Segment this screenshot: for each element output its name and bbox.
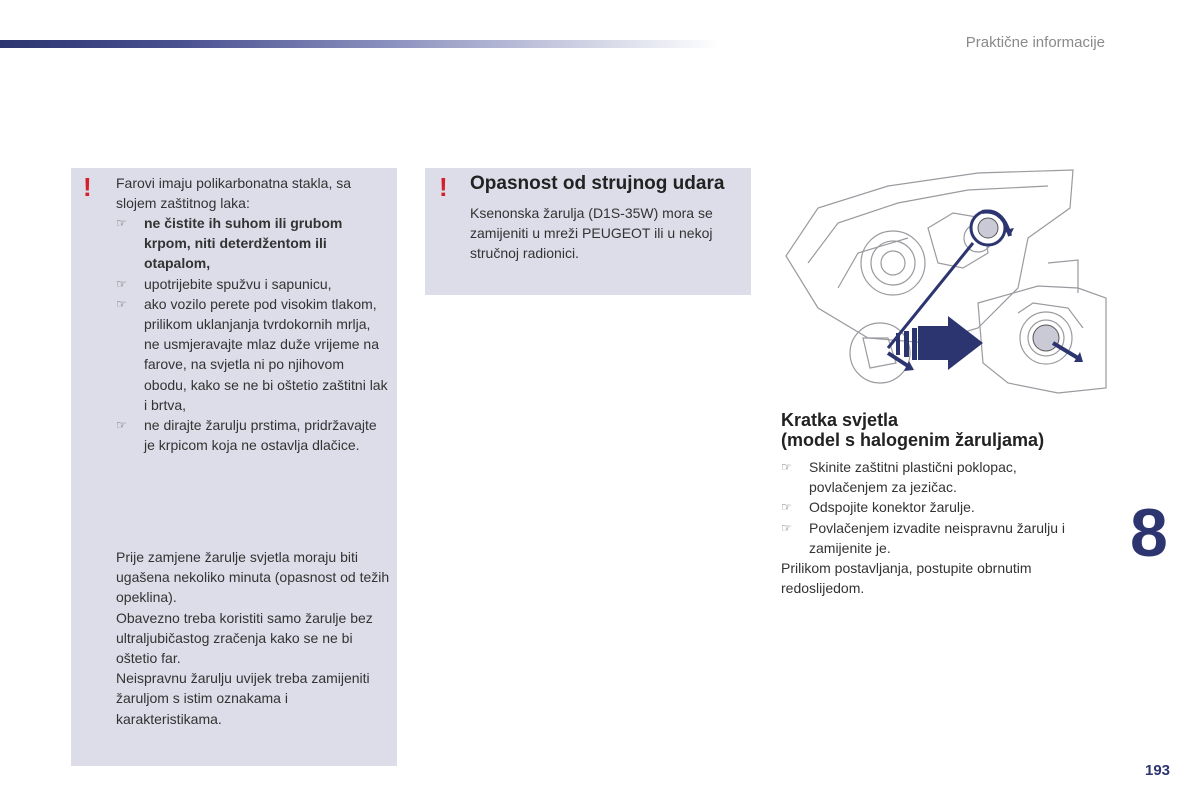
page-number: 193 xyxy=(1145,762,1171,779)
care-info-box xyxy=(71,168,397,766)
bullet-text: ne čistite ih suhom ili grubom krpom, niti deterdžentom ili otapalom, xyxy=(144,215,343,272)
low-beam-steps xyxy=(781,457,1099,558)
section-title: Praktične informacije xyxy=(965,34,1105,51)
list-item xyxy=(781,457,1099,497)
bullet-text: upotrijebite spužvu i sapunicu, xyxy=(144,275,332,292)
list-item xyxy=(781,518,1099,558)
list-item xyxy=(781,497,1099,517)
pointing-hand-icon: ☞ xyxy=(116,216,127,230)
heading-line: (model s halogenim žaruljama) xyxy=(781,430,1045,450)
bulb-replacement-notes xyxy=(116,547,391,729)
headlamp-bulb-illustration xyxy=(778,168,1108,400)
pointing-hand-icon: ☞ xyxy=(781,460,792,474)
bullet-text: ako vozilo perete pod visokim tlakom, prilikom uklanjanja tvrdokornih mrlja, ne usmjeravajte mlaz duže vrijeme na farove, na svjetla ni po njihovom obodu, kako se ne bi oštetio zaštitni lak i brtva, xyxy=(144,295,388,413)
reassembly-note: Prilikom postavljanja, postupite obrnutim redoslijedom. xyxy=(781,560,1032,597)
pointing-hand-icon: ☞ xyxy=(116,296,127,311)
step-text: Povlačenjem izvadite neispravnu žarulju i zamijenite je. xyxy=(809,519,1066,556)
header-gradient-bar xyxy=(0,40,720,48)
chapter-number: 8 xyxy=(1130,495,1168,571)
warning-title: Opasnost od strujnog udara xyxy=(470,173,725,194)
warning-exclamation-icon: ! xyxy=(439,172,448,202)
step-text: Odspojite konektor žarulje. xyxy=(809,499,975,516)
pointing-hand-icon: ☞ xyxy=(781,500,792,515)
warning-exclamation-icon: ! xyxy=(83,172,92,202)
paragraph: Neispravnu žarulju uvijek treba zamijeniti žaruljom s istim oznakama i karakteristikama. xyxy=(116,670,370,727)
list-item xyxy=(116,294,388,415)
low-beam-heading xyxy=(781,410,1111,450)
paragraph: Prije zamjene žarulje svjetla moraju biti ugašena nekoliko minuta (opasnost od težih opeklina). xyxy=(116,549,390,606)
pointing-hand-icon: ☞ xyxy=(116,418,127,433)
list-item xyxy=(116,213,388,274)
paragraph: Obavezno treba koristiti samo žarulje bez ultraljubičastog zračenja kako se ne bi oštetio far. xyxy=(116,609,373,667)
warning-body: Ksenonska žarulja (D1S-35W) mora se zamijeniti u mreži PEUGEOT ili u nekoj stručnoj radionici. xyxy=(470,205,713,262)
bullet-text: ne dirajte žarulju prstima, pridržavajte je krpicom koja ne ostavlja dlačice. xyxy=(144,417,377,454)
pointing-hand-icon: ☞ xyxy=(781,520,792,535)
list-item xyxy=(116,415,388,455)
step-text: Skinite zaštitni plastični poklopac, povlačenjem za jezičac. xyxy=(809,459,1017,496)
electric-shock-warning-box xyxy=(425,168,751,295)
care-bullet-list xyxy=(116,213,388,455)
heading-line: Kratka svjetla xyxy=(781,410,899,430)
pointing-hand-icon: ☞ xyxy=(116,276,127,291)
list-item xyxy=(116,274,388,294)
care-intro: Farovi imaju polikarbonatna stakla, sa slojem zaštitnog laka: xyxy=(116,175,352,212)
